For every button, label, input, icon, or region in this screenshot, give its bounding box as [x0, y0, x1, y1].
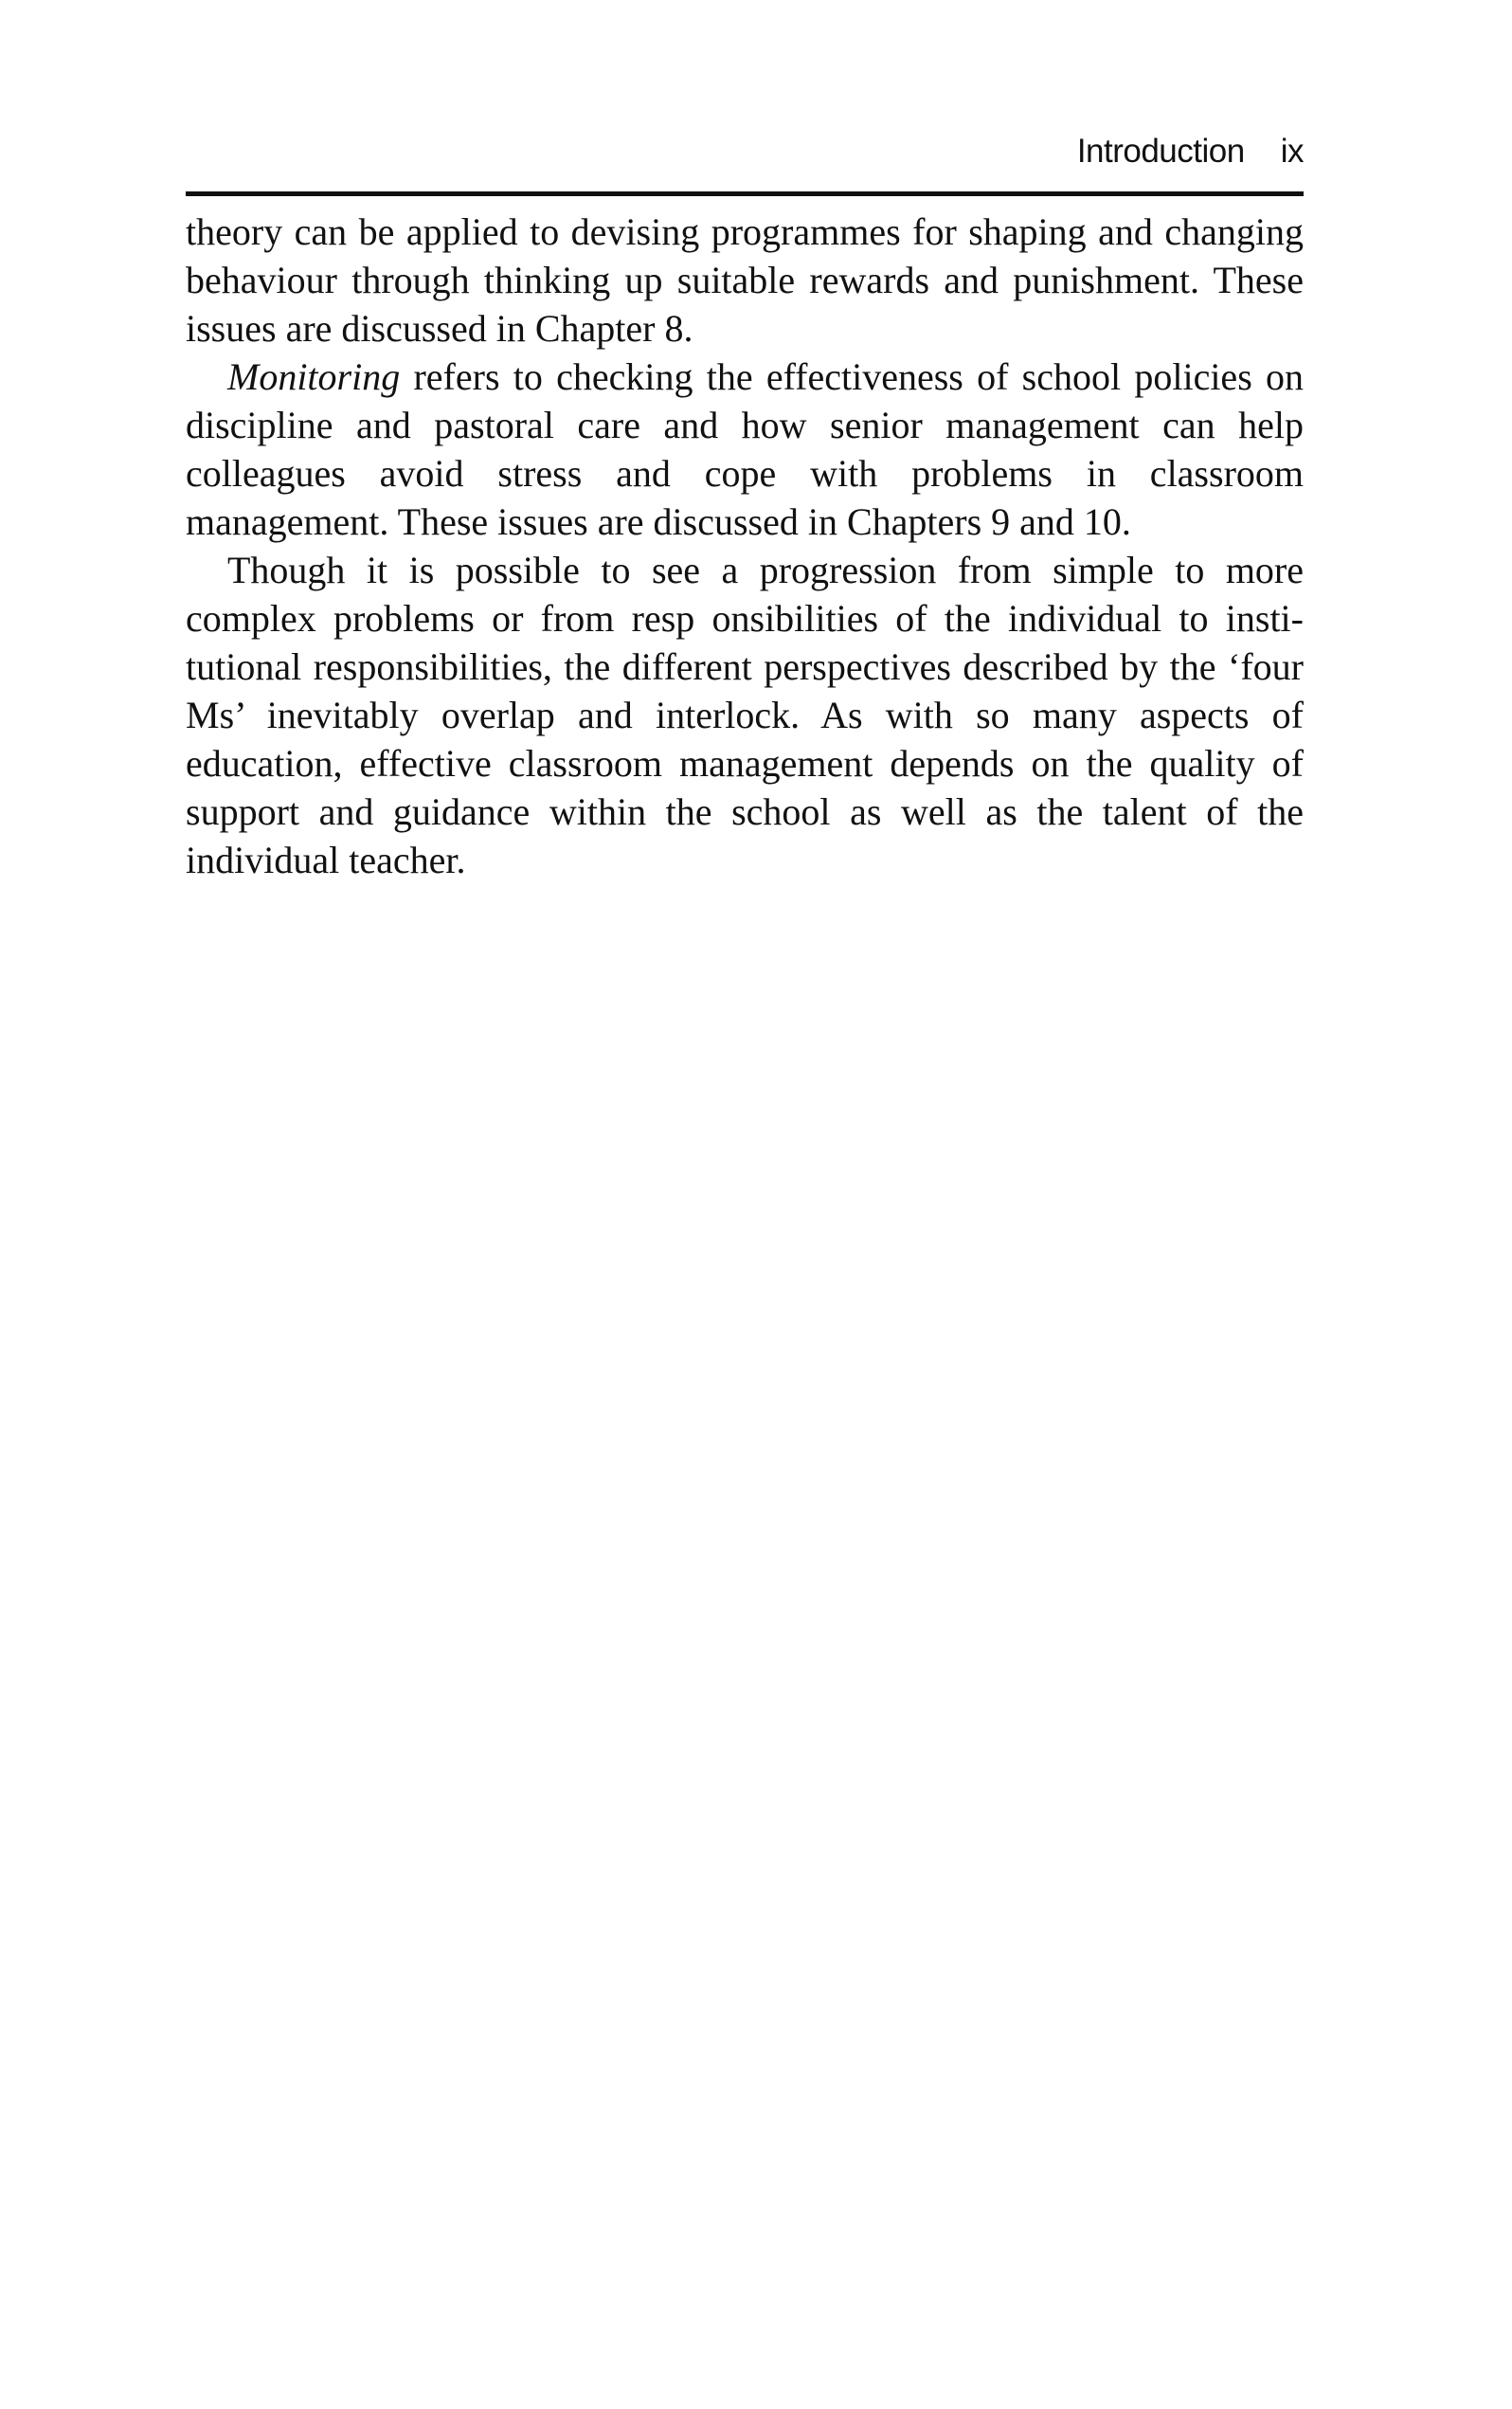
book-page: [186, 133, 1304, 884]
italic-term: Monitoring: [227, 355, 401, 398]
body-text: [186, 208, 1304, 884]
paragraph-text: refers to checking the effectiveness of school policies on discipline and pastoral care and how senior management can help colleagues avoid stress and cope with problems in classroom management. These issues are discussed in Chapters 9 and 10.: [186, 355, 1304, 543]
running-head-title: Introduction: [1076, 133, 1245, 170]
paragraph-text: Though it is possible to see a progression from simple to more complex problems or from resp onsibilities of the individual to institutional responsibilities, the different perspectives described by the ‘four Ms’ inevitably overlap and interlock. As with so many aspects of education, effective classroom management depends on the quality of support and guidance within the school as well as the talent of the individual teacher.: [186, 549, 1304, 881]
paragraph-monitoring: [186, 353, 1304, 546]
paragraph-four-ms: [186, 546, 1304, 884]
paragraph-continuation: [186, 208, 1304, 353]
page-number: ix: [1280, 133, 1304, 170]
paragraph-text: theory can be applied to devising programmes for shaping and changing behaviour through thinking up suitable rewards and punishment. These issues are discussed in Chapter 8.: [186, 210, 1304, 350]
running-head: [186, 133, 1304, 182]
header-rule: [186, 191, 1304, 196]
